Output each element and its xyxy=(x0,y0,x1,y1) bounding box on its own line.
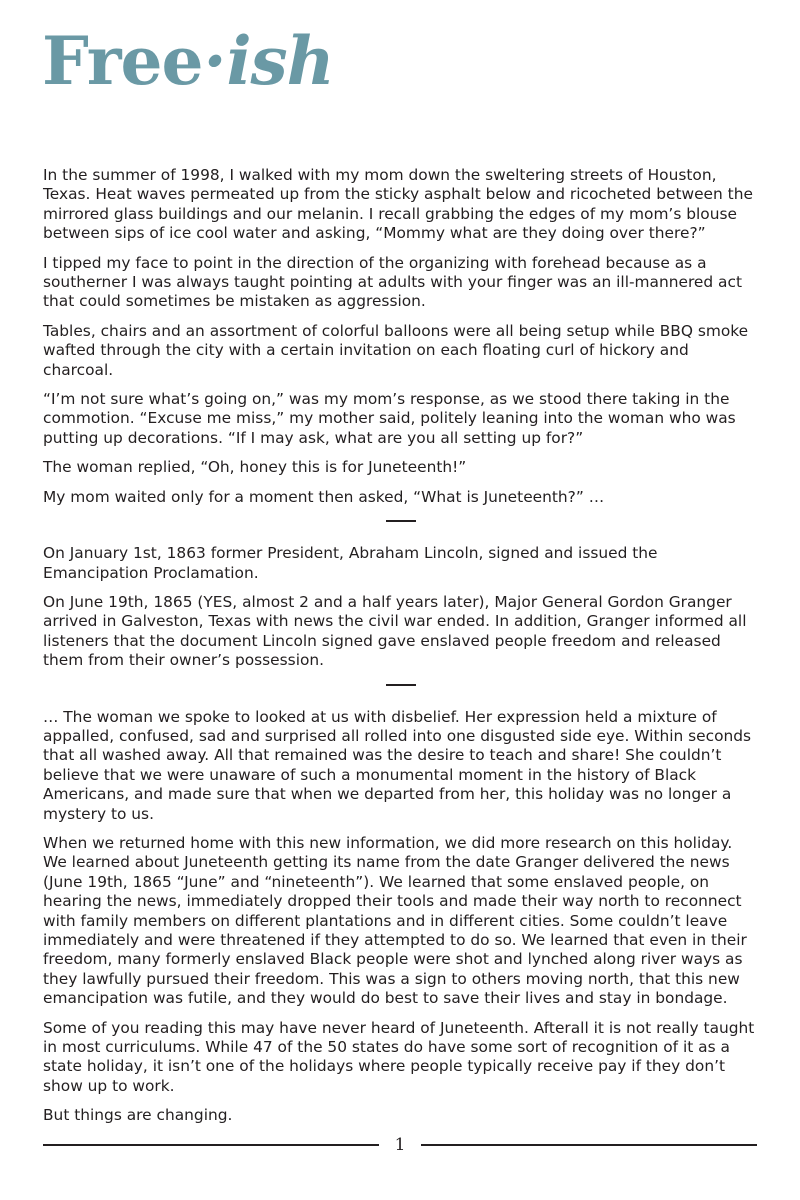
paragraph-setup-bbq: Tables, chairs and an assortment of colorful balloons were all being setup while BBQ smoke wafted through the city with a certain invitation on each floating curl of hickory and charcoal. xyxy=(43,321,749,379)
title-main: Free xyxy=(42,22,203,100)
paragraph-houston-summer: In the summer of 1998, I walked with my mom down the sweltering streets of Houston, Texas. Heat waves permeated up from the sticky asphalt below and ricocheted between the mirrored glass buildings and our melanin. I recall grabbing the edges of my mom’s blouse between sips of ice cool water and asking, “Mommy what are they doing over there?” xyxy=(43,166,753,243)
paragraph-mom-response: “I’m not sure what’s going on,” was my mom’s response, as we stood there taking in the commotion. “Excuse me miss,” my mother said, politely leaning into the woman who was putting up decorations. “If I may ask, what are you all setting up for?” xyxy=(43,390,736,447)
section-divider xyxy=(386,520,416,522)
paragraph-emancipation: On January 1st, 1863 former President, Abraham Lincoln, signed and issued the Emancipation Proclamation. xyxy=(43,544,658,582)
paragraph-what-is-juneteenth: My mom waited only for a moment then asked, “What is Juneteenth?” … xyxy=(43,487,605,506)
page-number: 1 xyxy=(394,1135,406,1155)
article-body xyxy=(43,166,759,1136)
paragraph-recognition: Some of you reading this may have never heard of Juneteenth. Afterall it is not really taught in most curriculums. While 47 of the 50 states do have some sort of recognition of it as a state holiday, it isn’t one of the holidays where people typically receive pay if they don’t show up to work. xyxy=(43,1018,755,1095)
paragraph-things-changing: But things are changing. xyxy=(43,1106,233,1125)
paragraph-woman-replied: The woman replied, “Oh, honey this is for Juneteenth!” xyxy=(43,458,467,477)
section-divider xyxy=(386,684,416,686)
continued-story-section xyxy=(43,708,759,1126)
title-italic: ish xyxy=(226,22,334,100)
footer-right-rule xyxy=(421,1144,757,1146)
paragraph-research: When we returned home with this new information, we did more research on this holiday. We learned about Juneteenth getting its name from the date Granger delivered the news (June 19th, 1865 “June” and “nineteenth”). We learned that some enslaved people, on hearing the news, immediately dropped their tools and made their way north to reconnect with family members on different plantations and in different cities. Some couldn’t leave immediately and were threatened if they attempted to do so. We learned that even in their freedom, many formerly enslaved Black people were shot and lynched along river ways as they lawfully pursued their freedom. This was a sign to others moving north, that this new emancipation was futile, and they would do best to save their lives and stay in bondage. xyxy=(43,833,747,1008)
paragraph-granger-arrival: On June 19th, 1865 (YES, almost 2 and a half years later), Major General Gordon Granger arrived in Galveston, Texas with news the civil war ended. In addition, Granger informed all listeners that the document Lincoln signed gave enslaved people freedom and released them from their owner’s possession. xyxy=(43,592,747,670)
paragraph-forehead-pointing: I tipped my face to point in the direction of the organizing with forehead because as a southerner I was always taught pointing at adults with your finger was an ill-mannered act that could sometimes be mistaken as aggression. xyxy=(43,253,742,311)
page-title xyxy=(42,22,334,100)
page-footer xyxy=(43,1135,757,1155)
opening-story-section xyxy=(43,166,759,507)
title-separator: · xyxy=(203,22,226,100)
history-section xyxy=(43,544,759,670)
paragraph-disbelief: … The woman we spoke to looked at us with disbelief. Her expression held a mixture of appalled, confused, sad and surprised all rolled into one disgusted side eye. Within seconds that all washed away. All that remained was the desire to teach and share! She couldn’t believe that we were unaware of such a monumental moment in the history of Black Americans, and made sure that when we departed from her, this holiday was no longer a mystery to us. xyxy=(43,707,752,823)
